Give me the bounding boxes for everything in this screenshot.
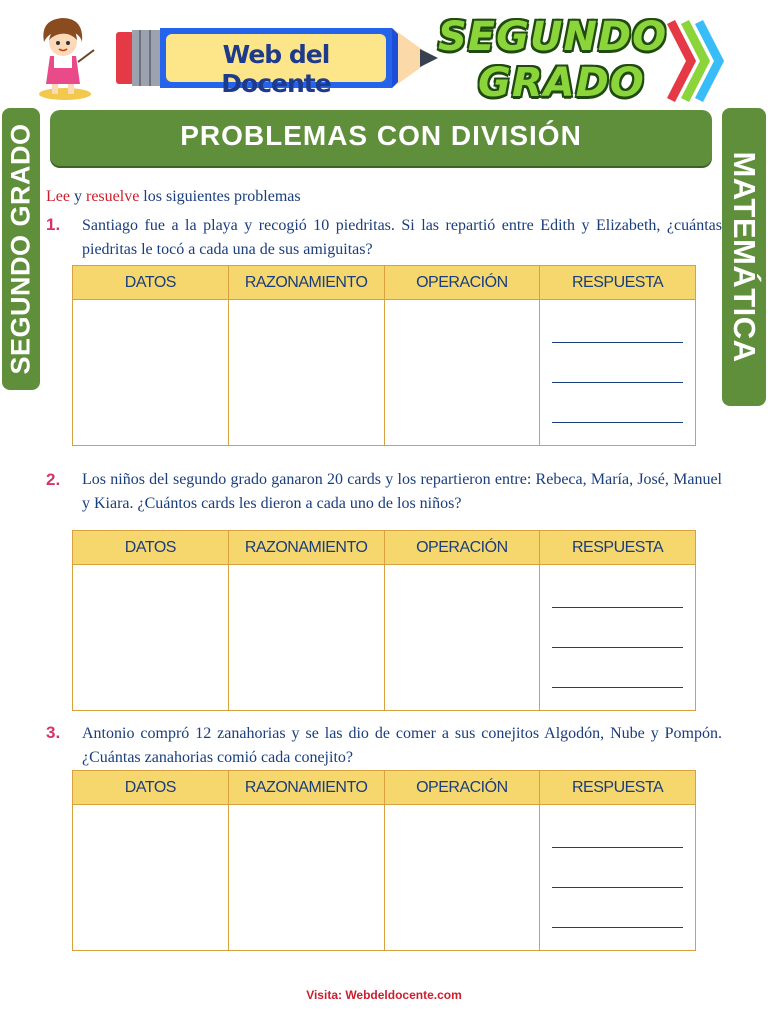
answer-line[interactable]	[552, 927, 683, 928]
cell-razonamiento[interactable]	[228, 300, 384, 446]
header-respuesta: RESPUESTA	[540, 531, 696, 565]
footer-link[interactable]: Visita: Webdeldocente.com	[306, 988, 462, 1002]
header-respuesta: RESPUESTA	[540, 266, 696, 300]
header-operacion: OPERACIÓN	[384, 531, 540, 565]
cell-datos[interactable]	[73, 805, 229, 951]
answer-line[interactable]	[552, 687, 683, 688]
header-datos: DATOS	[73, 771, 229, 805]
header-respuesta: RESPUESTA	[540, 771, 696, 805]
title-banner	[50, 110, 712, 166]
header-datos: DATOS	[73, 531, 229, 565]
cell-respuesta[interactable]	[540, 300, 696, 446]
header-operacion: OPERACIÓN	[384, 771, 540, 805]
brand-name: Web del Docente	[221, 40, 331, 98]
header-datos: DATOS	[73, 266, 229, 300]
answer-line[interactable]	[552, 847, 683, 848]
problem-text: Los niños del segundo grado ganaron 20 cards y los repartieron entre: Rebeca, María, José, Manuel y Kiara. ¿Cuántos cards les dieron a cada uno de los niños?	[82, 471, 722, 512]
answer-line[interactable]	[552, 422, 683, 423]
answer-table	[72, 530, 696, 711]
side-label-right	[722, 108, 766, 406]
instruction-word1: Lee	[46, 188, 70, 205]
header-operacion: OPERACIÓN	[384, 266, 540, 300]
teacher-illustration	[30, 12, 100, 104]
cell-operacion[interactable]	[384, 805, 540, 951]
cell-datos[interactable]	[73, 565, 229, 711]
instruction	[46, 188, 301, 206]
instruction-word2: resuelve	[85, 188, 140, 205]
header-razonamiento: RAZONAMIENTO	[228, 771, 384, 805]
answer-table	[72, 770, 696, 951]
header-razonamiento: RAZONAMIENTO	[228, 266, 384, 300]
cell-datos[interactable]	[73, 300, 229, 446]
cell-razonamiento[interactable]	[228, 805, 384, 951]
problem-number: 2.	[46, 470, 61, 489]
side-label-left	[2, 108, 40, 390]
problem-text: Santiago fue a la playa y recogió 10 piedritas. Si las repartió entre Edith y Elizabeth, ¿cuántas piedritas le tocó a cada una de sus amiguitas?	[82, 217, 722, 258]
page-title: PROBLEMAS CON DIVISIÓN	[180, 120, 582, 151]
cell-razonamiento[interactable]	[228, 565, 384, 711]
grade-word-1: SEGUNDO	[438, 14, 668, 60]
instruction-rest: los siguientes problemas	[143, 188, 301, 205]
cell-operacion[interactable]	[384, 300, 540, 446]
answer-line[interactable]	[552, 607, 683, 608]
cell-operacion[interactable]	[384, 565, 540, 711]
header-razonamiento: RAZONAMIENTO	[228, 531, 384, 565]
cell-respuesta[interactable]	[540, 805, 696, 951]
answer-line[interactable]	[552, 342, 683, 343]
grade-word-2: GRADO	[478, 60, 645, 106]
answer-line[interactable]	[552, 647, 683, 648]
problem-number: 1.	[46, 215, 61, 234]
answer-line[interactable]	[552, 887, 683, 888]
grade-banner	[430, 12, 730, 107]
side-right-text: MATEMÁTICA	[727, 151, 762, 363]
side-left-text: SEGUNDO GRADO	[5, 123, 36, 375]
cell-respuesta[interactable]	[540, 565, 696, 711]
chevron-arrows-icon	[665, 16, 730, 106]
answer-line[interactable]	[552, 382, 683, 383]
pencil-logo	[98, 22, 443, 98]
problem-number: 3.	[46, 723, 61, 742]
problem-text: Antonio compró 12 zanahorias y se las dio de comer a sus conejitos Algodón, Nube y Pompón. ¿Cuántas zanahorias comió cada conejito?	[82, 725, 722, 766]
answer-table	[72, 265, 696, 446]
instruction-connector: y	[73, 188, 82, 205]
